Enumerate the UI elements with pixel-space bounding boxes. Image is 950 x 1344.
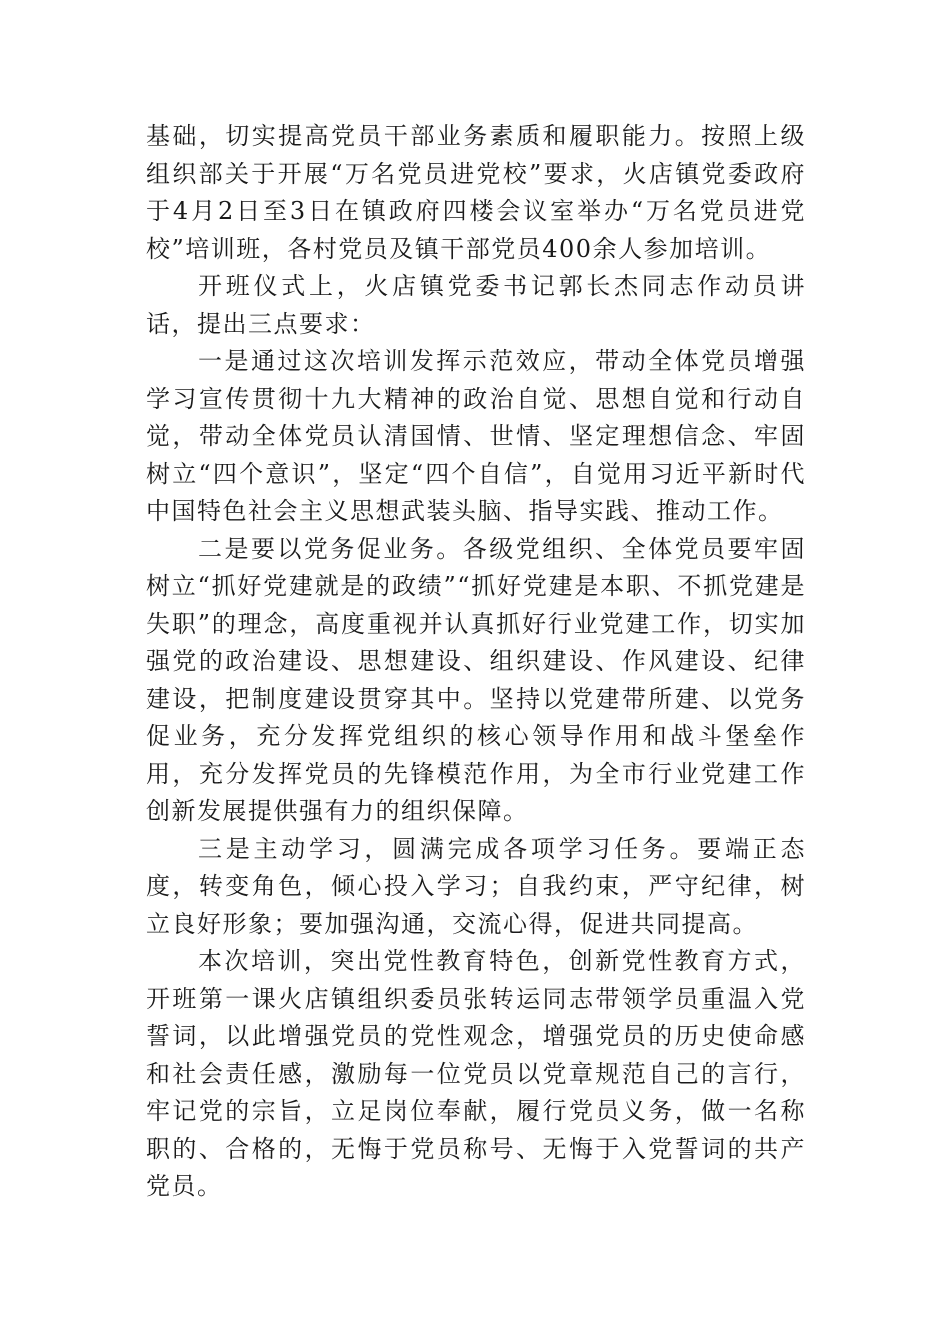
paragraph-requirement-one: 一是通过这次培训发挥示范效应，带动全体党员增强学习宣传贯彻十九大精神的政治自觉、思想自觉和行动自觉，带动全体党员认清国情、世情、坚定理想信念、牢固树立“四个意识”，坚定“四个自信”，自觉用习近平新时代中国特色社会主义思想武装头脑、指导实践、推动工作。 bbox=[146, 347, 806, 525]
document-body bbox=[146, 118, 806, 1206]
paragraph-training-summary: 本次培训，突出党性教育特色，创新党性教育方式，开班第一课火店镇组织委员张转运同志带领学员重温入党誓词，以此增强党员的党性观念，增强党员的历史使命感和社会责任感，激励每一位党员以党章规范自己的言行，牢记党的宗旨，立足岗位奉献，履行党员义务，做一名称职的、合格的，无悔于党员称号、无悔于入党誓词的共产党员。 bbox=[146, 947, 806, 1200]
paragraph-requirement-two: 二是要以党务促业务。各级党组织、全体党员要牢固树立“抓好党建就是的政绩”“抓好党建是本职、不抓党建是失职”的理念，高度重视并认真抓好行业党建工作，切实加强党的政治建设、思想建设、组织建设、作风建设、纪律建设，把制度建设贯穿其中。坚持以党建带所建、以党务促业务，充分发挥党组织的核心领导作用和战斗堡垒作用，充分发挥党员的先锋模范作用，为全市行业党建工作创新发展提供强有力的组织保障。 bbox=[146, 534, 806, 825]
paragraph-requirement-three: 三是主动学习，圆满完成各项学习任务。要端正态度，转变角色，倾心投入学习；自我约束，严守纪律，树立良好形象；要加强沟通，交流心得，促进共同提高。 bbox=[146, 834, 806, 938]
paragraph-continuation: 基础，切实提高党员干部业务素质和履职能力。按照上级组织部关于开展“万名党员进党校”要求，火店镇党委政府于4月2日至3日在镇政府四楼会议室举办“万名党员进党校”培训班，各村党员及镇干部党员400余人参加培训。 bbox=[146, 122, 806, 263]
paragraph-opening-ceremony: 开班仪式上，火店镇党委书记郭长杰同志作动员讲话，提出三点要求： bbox=[146, 272, 806, 338]
